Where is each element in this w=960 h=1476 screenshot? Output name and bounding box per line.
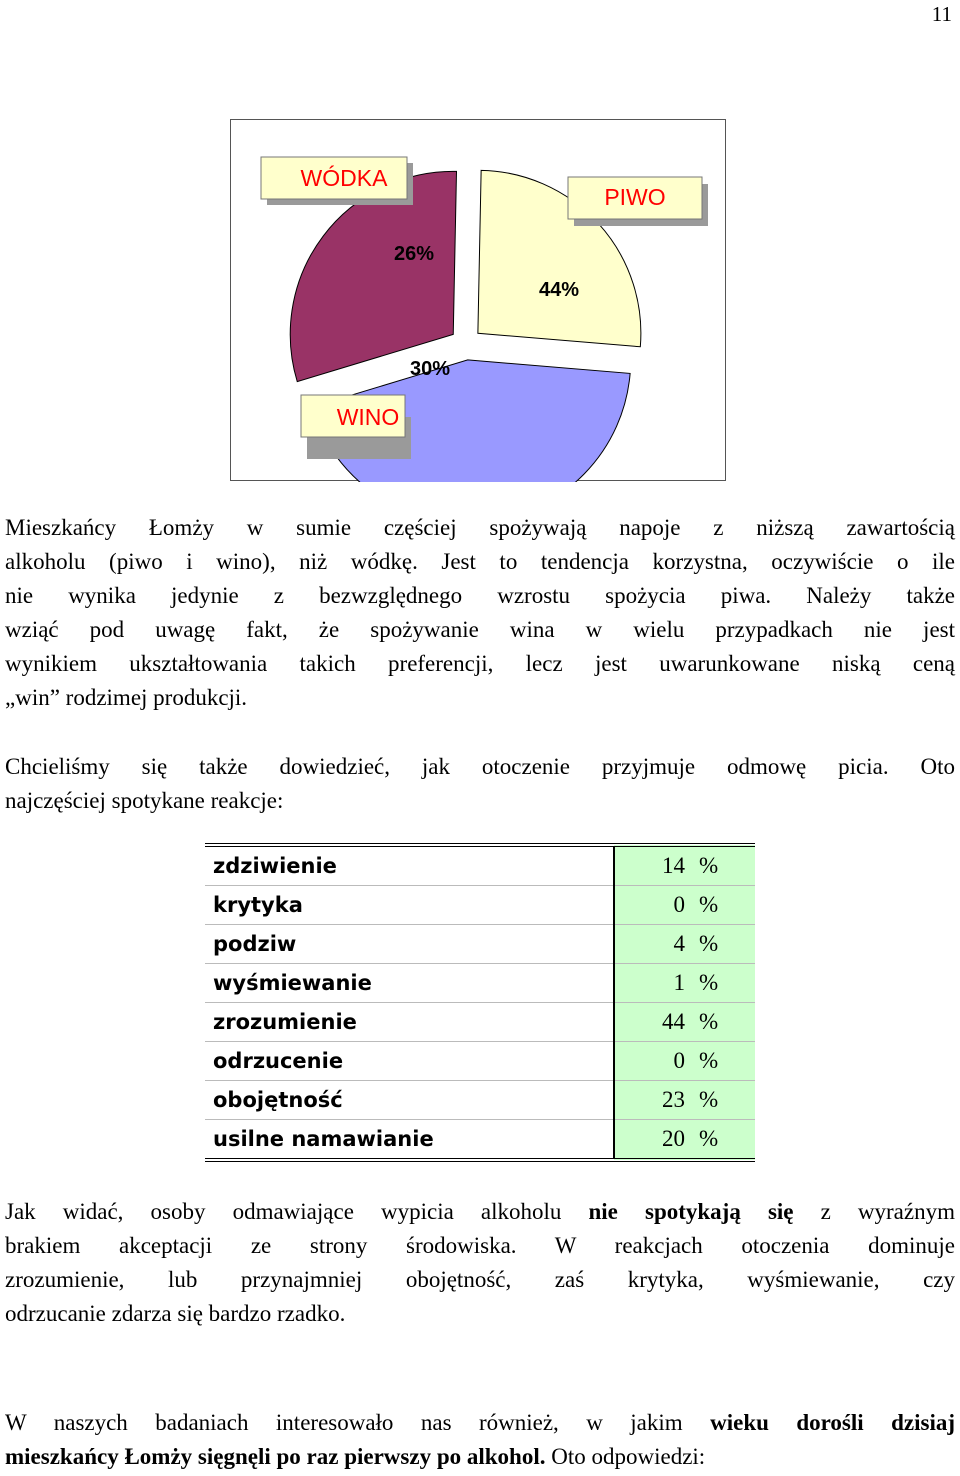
reaction-unit: % bbox=[699, 892, 719, 917]
paragraph-1-line: alkoholu (piwo i wino), niż wódkę. Jest to tendencja korzystna, oczywiście o ile bbox=[5, 549, 955, 574]
reaction-unit: % bbox=[699, 1087, 719, 1112]
table-row bbox=[205, 1042, 755, 1081]
table-row bbox=[205, 964, 755, 1003]
paragraph-3-text: Jak widać, osoby odmawiające wypicia alkoholu bbox=[5, 1199, 589, 1224]
reaction-value-cell bbox=[614, 1081, 755, 1120]
paragraph-3-line bbox=[5, 1195, 955, 1229]
reaction-value: 23 bbox=[662, 1087, 685, 1112]
reaction-value: 1 bbox=[673, 970, 685, 995]
reaction-unit: % bbox=[699, 1009, 719, 1034]
slice-name-piwo: PIWO bbox=[604, 184, 666, 210]
reaction-value-cell bbox=[614, 1120, 755, 1161]
reaction-value: 0 bbox=[673, 1048, 685, 1073]
reaction-unit: % bbox=[699, 1126, 719, 1151]
reaction-unit: % bbox=[699, 853, 719, 878]
pie-chart-svg bbox=[231, 120, 727, 482]
paragraph-1-line: nie wynika jedynie z bezwzględnego wzrostu spożycia piwa. Należy także bbox=[5, 583, 955, 608]
table-row bbox=[205, 1081, 755, 1120]
paragraph-1-line: wziąć pod uwagę fakt, że spożywanie wina w wielu przypadkach nie jest bbox=[5, 617, 955, 642]
reaction-label: wyśmiewanie bbox=[205, 964, 614, 1003]
slice-percent-wodka: 26% bbox=[393, 243, 435, 265]
paragraph-3-line: odrzucanie zdarza się bardzo rzadko. bbox=[5, 1301, 346, 1326]
paragraph-3-line: zrozumienie, lub przynajmniej obojętność, zaś krytyka, wyśmiewanie, czy bbox=[5, 1267, 955, 1292]
paragraph-3-line: brakiem akceptacji ze strony środowiska. W reakcjach otoczenia dominuje bbox=[5, 1233, 955, 1258]
reaction-value-cell bbox=[614, 925, 755, 964]
paragraph-4-bold: mieszkańcy Łomży sięgnęli po raz pierwszy po alkohol. bbox=[5, 1444, 546, 1469]
reaction-label: podziw bbox=[205, 925, 614, 964]
reaction-label: odrzucenie bbox=[205, 1042, 614, 1081]
slice-percent-piwo: 44% bbox=[538, 279, 580, 301]
slice-percent-wino: 30% bbox=[409, 358, 451, 380]
reaction-label: obojętność bbox=[205, 1081, 614, 1120]
paragraph-3-text: z wyraźnym bbox=[793, 1199, 955, 1224]
paragraph-1 bbox=[5, 511, 955, 715]
paragraph-4-text: Oto odpowiedzi: bbox=[545, 1444, 706, 1469]
table-row bbox=[205, 845, 755, 886]
paragraph-1-line: wynikiem ukształtowania takich preferencji, lecz jest uwarunkowane niską ceną bbox=[5, 651, 955, 676]
reaction-value-cell bbox=[614, 886, 755, 925]
paragraph-4-text: W naszych badaniach interesowało nas również, w jakim bbox=[5, 1410, 711, 1435]
table-row bbox=[205, 886, 755, 925]
paragraph-2 bbox=[5, 750, 955, 818]
reaction-value-cell bbox=[614, 1003, 755, 1042]
reaction-value: 20 bbox=[662, 1126, 685, 1151]
paragraph-1-line: Mieszkańcy Łomży w sumie częściej spożywają napoje z niższą zawartością bbox=[5, 515, 955, 540]
reaction-value-cell bbox=[614, 845, 755, 886]
label-box-wino bbox=[301, 395, 411, 459]
reaction-unit: % bbox=[699, 931, 719, 956]
reaction-value: 4 bbox=[673, 931, 685, 956]
paragraph-1-line: „win” rodzimej produkcji. bbox=[5, 685, 248, 710]
reactions-table bbox=[205, 843, 755, 1162]
reaction-label: zdziwienie bbox=[205, 845, 614, 886]
reaction-unit: % bbox=[699, 1048, 719, 1073]
paragraph-3-bold: nie spotykają się bbox=[588, 1199, 794, 1224]
paragraph-4-bold: wieku dorośli dzisiaj bbox=[710, 1410, 955, 1435]
table-row bbox=[205, 1003, 755, 1042]
reaction-value-cell bbox=[614, 964, 755, 1003]
page-number: 11 bbox=[931, 2, 952, 26]
paragraph-4 bbox=[5, 1406, 955, 1474]
paragraph-4-line bbox=[5, 1406, 955, 1440]
reaction-label: krytyka bbox=[205, 886, 614, 925]
paragraph-3 bbox=[5, 1195, 955, 1331]
reaction-value-cell bbox=[614, 1042, 755, 1081]
reaction-value: 14 bbox=[662, 853, 685, 878]
paragraph-4-line bbox=[5, 1440, 955, 1474]
paragraph-2-line: Chcieliśmy się także dowiedzieć, jak otoczenie przyjmuje odmowę picia. Oto bbox=[5, 754, 955, 779]
label-box-piwo bbox=[568, 177, 708, 226]
pie-chart bbox=[230, 119, 726, 481]
reaction-unit: % bbox=[699, 970, 719, 995]
table-row bbox=[205, 1120, 755, 1161]
slice-name-wino: WINO bbox=[336, 404, 400, 430]
reaction-value: 44 bbox=[662, 1009, 685, 1034]
label-box-wodka bbox=[261, 157, 413, 205]
reaction-label: usilne namawianie bbox=[205, 1120, 614, 1161]
paragraph-2-line: najczęściej spotykane reakcje: bbox=[5, 788, 284, 813]
reaction-label: zrozumienie bbox=[205, 1003, 614, 1042]
table-row bbox=[205, 925, 755, 964]
reaction-value: 0 bbox=[673, 892, 685, 917]
slice-name-wodka: WÓDKA bbox=[300, 165, 388, 191]
